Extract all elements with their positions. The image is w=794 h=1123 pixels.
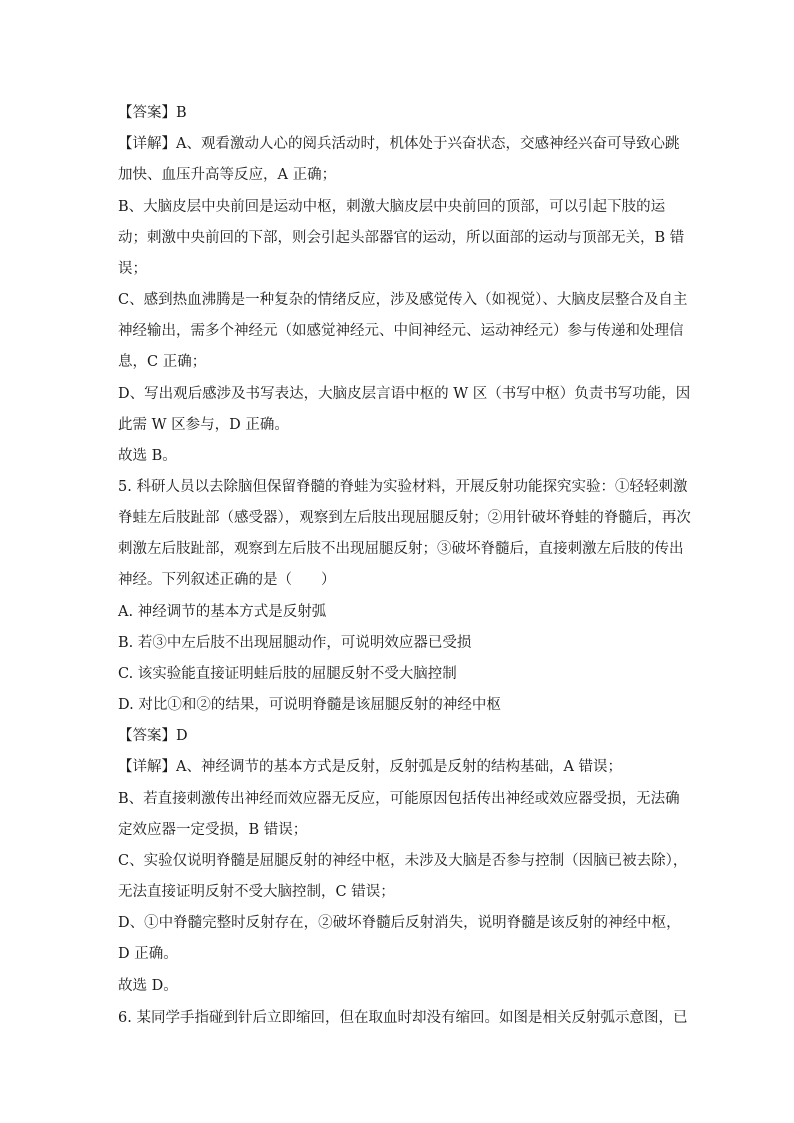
- explanation-line: 加快、血压升高等反应，A 正确；: [118, 167, 337, 183]
- explanation-line: 【详解】A、神经调节的基本方式是反射，反射弧是反射的结构基础，A 错误；: [118, 759, 623, 775]
- explanation-line: C、感到热血沸腾是一种复杂的情绪反应，涉及感觉传入（如视觉）、大脑皮层整合及自主: [118, 292, 688, 308]
- explanation-line: 神经输出，需多个神经元（如感觉神经元、中间神经元、运动神经元）参与传递和处理信: [118, 323, 684, 339]
- option-b: B. 若③中左后肢不出现屈腿动作，可说明效应器已受损: [118, 635, 472, 651]
- question-6-stem: 6. 某同学手指碰到针后立即缩回，但在取血时却没有缩回。如图是相关反射弧示意图，已: [118, 1010, 688, 1026]
- explanation-line: D、写出观后感涉及书写表达，大脑皮层言语中枢的 W 区（书写中枢）负责书写功能，因: [118, 386, 691, 402]
- explanation-line: 动；刺激中央前回的下部，则会引起头部器官的运动，所以面部的运动与顶部无关，B 错: [118, 230, 685, 246]
- explanation-line: B、若直接刺激传出神经而效应器无反应，可能原因包括传出神经或效应器受损，无法确: [118, 791, 680, 807]
- explanation-line: 定效应器一定受损，B 错误；: [118, 822, 308, 838]
- option-d: D. 对比①和②的结果，可说明脊髓是该屈腿反射的神经中枢: [118, 697, 501, 713]
- explanation-line: 无法直接证明反射不受大脑控制，C 错误；: [118, 884, 395, 900]
- answer-label-q5: 【答案】D: [118, 728, 188, 744]
- explanation-line: D、①中脊髓完整时反射存在，②破坏脊髓后反射消失，说明脊髓是该反射的神经中枢，: [118, 915, 681, 931]
- explanation-line: C、实验仅说明脊髓是屈腿反射的神经中枢，未涉及大脑是否参与控制（因脑已被去除），: [118, 853, 688, 869]
- question-5-stem: 刺激左后肢趾部，观察到左后肢不出现屈腿反射；③破坏脊髓后，直接刺激左后肢的传出: [118, 541, 684, 557]
- option-a: A. 神经调节的基本方式是反射弧: [118, 604, 327, 620]
- conclusion-line: 故选 B。: [118, 448, 177, 464]
- explanation-line: D 正确。: [118, 946, 178, 962]
- answer-label-q4: 【答案】B: [118, 105, 187, 121]
- question-5-stem: 神经。下列叙述正确的是（ ）: [118, 572, 336, 588]
- conclusion-line: 故选 D。: [118, 978, 178, 994]
- question-5-stem: 脊蛙左后肢趾部（感受器），观察到左后肢出现屈腿反射；②用针破坏脊蛙的脊髓后，再次: [118, 510, 691, 526]
- explanation-line: 误；: [118, 261, 147, 277]
- option-c: C. 该实验能直接证明蛙后肢的屈腿反射不受大脑控制: [118, 666, 457, 682]
- explanation-line: B、大脑皮层中央前回是运动中枢，刺激大脑皮层中央前回的顶部，可以引起下肢的运: [118, 199, 666, 215]
- explanation-line: 【详解】A、观看激动人心的阅兵活动时，机体处于兴奋状态，交感神经兴奋可导致心跳: [118, 136, 680, 152]
- explanation-line: 息，C 正确；: [118, 354, 207, 370]
- question-5-stem: 5. 科研人员以去除脑但保留脊髓的脊蛙为实验材料，开展反射功能探究实验：①轻轻刺激: [118, 479, 688, 495]
- explanation-line: 此需 W 区参与，D 正确。: [118, 417, 289, 433]
